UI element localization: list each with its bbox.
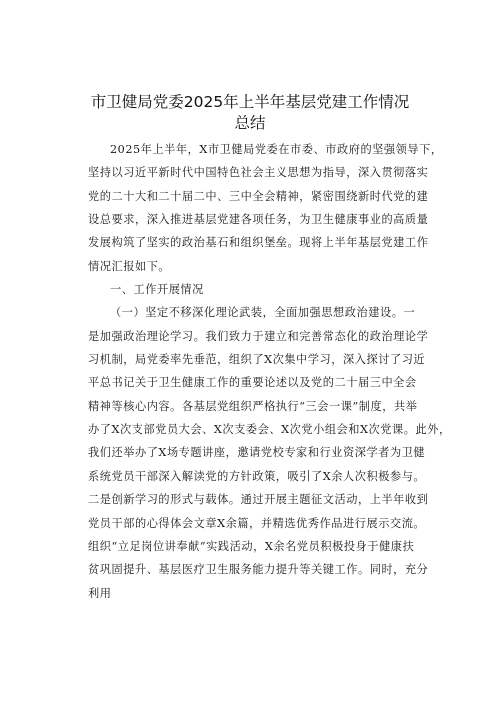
paragraph-line: 利用: [88, 586, 112, 600]
title-line-1: 市卫健局党委2025年上半年基层党建工作情况: [90, 93, 410, 111]
paragraph-line: 办了X次支部党员大会、X次支委会、X次党小组会和X次党课。此外，: [88, 423, 451, 437]
paragraph-line: 贫巩固提升、基层医疗卫生服务能力提升等关键工作。同时，充分: [88, 563, 429, 577]
paragraph-line: 习机制，局党委率先垂范，组织了X次集中学习，深入探讨了习近: [88, 353, 426, 367]
paragraph-line: 设总要求，深入推进基层党建各项任务，为卫生健康事业的高质量: [88, 213, 429, 227]
paragraph-line: 是加强政治理论学习。我们致力于建立和完善常态化的政治理论学: [88, 329, 429, 343]
paragraph-line: 2025年上半年，X市卫健局党委在市委、市政府的坚强领导下，: [110, 143, 443, 156]
paragraph-line: 组织“立足岗位讲奉献”实践活动，X余名党员积极投身于健康扶: [88, 539, 415, 553]
paragraph-line: 精神等核心内容。各基层党组织严格执行“三会一课”制度，共举: [88, 399, 418, 413]
paragraph-line: 我们还举办了X场专题讲座，邀请党校专家和行业资深学者为卫健: [88, 446, 426, 460]
paragraph-line: 发展构筑了坚实的政治基石和组织堡垒。现将上半年基层党建工作: [88, 236, 429, 250]
paragraph-line: 平总书记关于卫生健康工作的重要论述以及党的二十届三中全会: [88, 376, 417, 390]
paragraph-line: 坚持以习近平新时代中国特色社会主义思想为指导，深入贯彻落实: [88, 166, 429, 180]
paragraph-line: 二是创新学习的形式与载体。通过开展主题征文活动，上半年收到: [88, 493, 429, 507]
document-body: [88, 138, 451, 605]
section-heading: 一、工作开展情况: [110, 283, 204, 297]
paragraph-line: 情况汇报如下。: [88, 259, 171, 273]
paragraph-line: 系统党员干部深入解读党的方针政策，吸引了X余人次积极参与。: [88, 469, 426, 483]
title-line-2: 总结: [234, 114, 266, 132]
paragraph-line: 党的二十大和二十届二中、三中全会精神，紧密围绕新时代党的建: [88, 189, 429, 203]
paragraph-line: （一）坚定不移深化理论武装，全面加强思想政治建设。一: [110, 306, 416, 320]
document-title: [60, 92, 440, 134]
paragraph-line: 党员干部的心得体会文章X余篇，并精选优秀作品进行展示交流。: [88, 516, 426, 530]
